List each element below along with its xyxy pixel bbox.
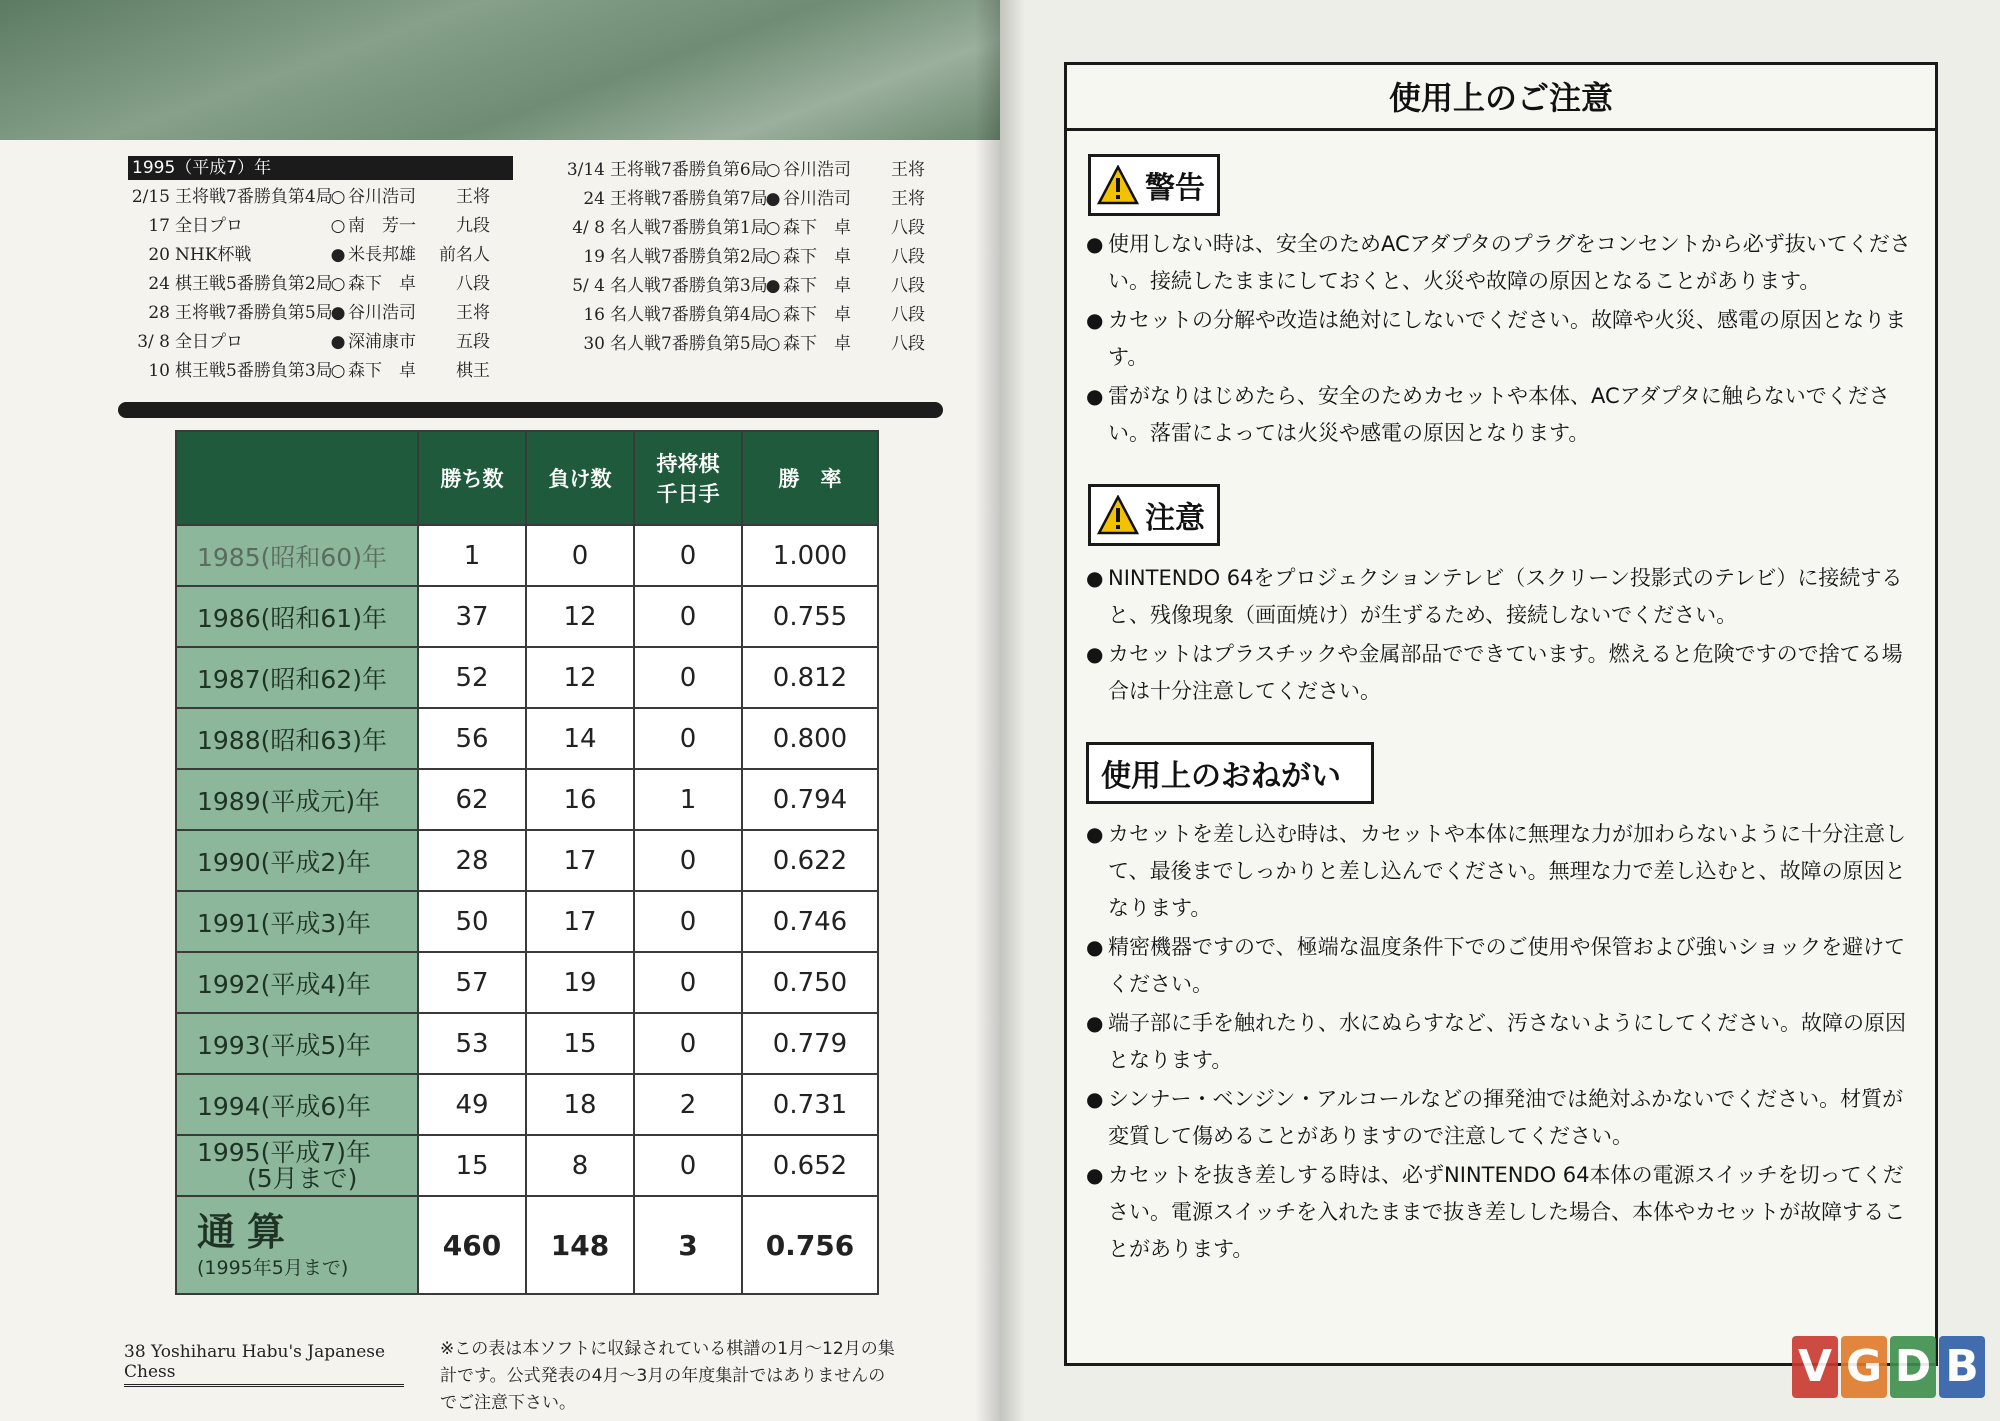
losses-cell: 18 bbox=[526, 1074, 634, 1135]
list-item-text: 雷がなりはじめたら、安全のためカセットや本体、ACアダプタに触らないでください。落雷によっては火災や感電の原因となります。 bbox=[1108, 384, 1890, 445]
game-rank: 王将 bbox=[891, 189, 925, 209]
game-date: 28 bbox=[148, 303, 170, 323]
year-label: 1995(平成7)年 bbox=[197, 1137, 372, 1167]
game-row bbox=[120, 270, 490, 299]
wins-cell: 50 bbox=[418, 891, 526, 952]
game-rank: 八段 bbox=[891, 305, 925, 325]
draws-cell: 2 bbox=[634, 1074, 742, 1135]
losses-cell: 15 bbox=[526, 1013, 634, 1074]
losses-cell: 0 bbox=[526, 525, 634, 586]
vgdb-watermark-logo bbox=[1792, 1336, 1985, 1398]
game-date: 19 bbox=[583, 247, 605, 267]
table-row bbox=[176, 769, 878, 830]
year-cell: 1985(昭和60)年 bbox=[176, 525, 418, 586]
losses-cell: 19 bbox=[526, 952, 634, 1013]
game-event: NHK杯戦 bbox=[175, 245, 252, 265]
game-rank: 八段 bbox=[891, 218, 925, 238]
request-heading bbox=[1086, 742, 1374, 804]
warning-list bbox=[1086, 226, 1916, 454]
draws-cell: 0 bbox=[634, 830, 742, 891]
year-cell: 1987(昭和62)年 bbox=[176, 647, 418, 708]
game-event: 全日プロ bbox=[175, 216, 243, 236]
game-row bbox=[555, 243, 925, 272]
request-label: 使用上のおねがい bbox=[1101, 759, 1341, 794]
rate-cell: 0.622 bbox=[742, 830, 878, 891]
table-row bbox=[176, 525, 878, 586]
warning-label: 警告 bbox=[1145, 171, 1205, 206]
table-row bbox=[176, 830, 878, 891]
game-date: 30 bbox=[583, 334, 605, 354]
bullet-icon: ● bbox=[1086, 566, 1104, 590]
game-opponent: 谷川浩司 bbox=[783, 160, 851, 180]
game-date: 4/ 8 bbox=[572, 218, 605, 238]
warning-triangle-icon bbox=[1097, 165, 1139, 205]
list-item-text: カセットはプラスチックや金属部品でできています。燃えると危険ですので捨てる場合は十分注意してください。 bbox=[1108, 642, 1903, 703]
game-result-icon: ○ bbox=[765, 247, 781, 267]
list-item-text: シンナー・ベンジン・アルコールなどの揮発油では絶対ふかないでください。材質が変質して傷めることがありますので注意してください。 bbox=[1108, 1087, 1904, 1148]
game-event: 棋王戦5番勝負第2局 bbox=[175, 274, 333, 294]
game-opponent: 森下 卓 bbox=[783, 305, 851, 325]
header-losses: 負け数 bbox=[526, 431, 634, 525]
wins-cell: 57 bbox=[418, 952, 526, 1013]
total-sub-label: (1995年5月まで) bbox=[197, 1256, 349, 1279]
list-item-text: NINTENDO 64をプロジェクションテレビ（スクリーン投影式のテレビ）に接続すると、残像現象（画面焼け）が生ずるため、接続しないでください。 bbox=[1108, 566, 1903, 627]
bullet-icon: ● bbox=[1086, 935, 1104, 959]
wins-cell: 62 bbox=[418, 769, 526, 830]
year-header: 1995（平成7）年 bbox=[128, 156, 513, 180]
list-item bbox=[1086, 302, 1916, 376]
rate-cell: 0.800 bbox=[742, 708, 878, 769]
year-cell: 1993(平成5)年 bbox=[176, 1013, 418, 1074]
caution-heading bbox=[1088, 484, 1220, 546]
year-cell: 1988(昭和63)年 bbox=[176, 708, 418, 769]
bullet-icon: ● bbox=[1086, 642, 1104, 666]
total-label-cell bbox=[176, 1196, 418, 1294]
game-row bbox=[120, 212, 490, 241]
year-cell: 1989(平成元)年 bbox=[176, 769, 418, 830]
total-wins-cell: 460 bbox=[418, 1196, 526, 1294]
list-item bbox=[1086, 816, 1916, 927]
list-item-text: カセットを差し込む時は、カセットや本体に無理な力が加わらないように十分注意して、最後までしっかりと差し込んでください。無理な力で差し込むと、故障の原因となります。 bbox=[1108, 822, 1906, 920]
total-label: 通算 bbox=[197, 1210, 298, 1255]
notice-title: 使用上のご注意 bbox=[1067, 65, 1935, 131]
game-event: 王将戦7番勝負第4局 bbox=[175, 187, 333, 207]
losses-cell: 8 bbox=[526, 1135, 634, 1196]
game-opponent: 森下 卓 bbox=[783, 334, 851, 354]
bullet-icon: ● bbox=[1086, 822, 1104, 846]
warning-heading bbox=[1088, 154, 1220, 216]
total-row bbox=[176, 1196, 878, 1294]
book-gutter bbox=[975, 0, 1025, 1421]
game-event: 棋王戦5番勝負第3局 bbox=[175, 361, 333, 381]
game-row bbox=[555, 272, 925, 301]
table-row bbox=[176, 1135, 878, 1196]
list-item-text: 使用しない時は、安全のためACアダプタのプラグをコンセントから必ず抜いてください。接続したままにしておくと、火災や故障の原因となることがあります。 bbox=[1108, 232, 1911, 293]
game-opponent: 南 芳一 bbox=[348, 216, 416, 236]
game-rank: 八段 bbox=[456, 274, 490, 294]
rate-cell: 0.755 bbox=[742, 586, 878, 647]
game-row bbox=[555, 330, 925, 359]
game-date: 2/15 bbox=[131, 187, 170, 207]
draws-cell: 0 bbox=[634, 1013, 742, 1074]
game-result-icon: ○ bbox=[765, 305, 781, 325]
wins-cell: 53 bbox=[418, 1013, 526, 1074]
table-row bbox=[176, 1013, 878, 1074]
year-cell: 1994(平成6)年 bbox=[176, 1074, 418, 1135]
list-item bbox=[1086, 378, 1916, 452]
year-cell: 1991(平成3)年 bbox=[176, 891, 418, 952]
game-result-icon: ● bbox=[765, 189, 781, 209]
bullet-icon: ● bbox=[1086, 308, 1104, 332]
list-item-text: 精密機器ですので、極端な温度条件下でのご使用や保管および強いショックを避けてください。 bbox=[1108, 935, 1906, 996]
game-opponent: 森下 卓 bbox=[783, 247, 851, 267]
header-draws-line2: 千日手 bbox=[656, 482, 720, 506]
game-result-icon: ● bbox=[330, 303, 346, 323]
game-event: 名人戦7番勝負第5局 bbox=[610, 334, 768, 354]
table-header-row bbox=[176, 431, 878, 525]
game-row bbox=[555, 214, 925, 243]
draws-cell: 0 bbox=[634, 525, 742, 586]
losses-cell: 12 bbox=[526, 647, 634, 708]
bullet-icon: ● bbox=[1086, 1011, 1104, 1035]
game-opponent: 森下 卓 bbox=[783, 276, 851, 296]
game-date: 5/ 4 bbox=[572, 276, 605, 296]
wins-cell: 37 bbox=[418, 586, 526, 647]
draws-cell: 0 bbox=[634, 586, 742, 647]
table-row bbox=[176, 891, 878, 952]
section-divider bbox=[118, 402, 943, 418]
header-wins: 勝ち数 bbox=[418, 431, 526, 525]
game-rank: 王将 bbox=[456, 187, 490, 207]
page-footer: 38 Yoshiharu Habu's Japanese Chess bbox=[124, 1342, 404, 1387]
wins-cell: 49 bbox=[418, 1074, 526, 1135]
total-draws-cell: 3 bbox=[634, 1196, 742, 1294]
game-row bbox=[555, 185, 925, 214]
wins-cell: 28 bbox=[418, 830, 526, 891]
total-losses-cell: 148 bbox=[526, 1196, 634, 1294]
game-rank: 前名人 bbox=[439, 245, 490, 265]
game-event: 名人戦7番勝負第4局 bbox=[610, 305, 768, 325]
game-rank: 棋王 bbox=[456, 361, 490, 381]
game-date: 20 bbox=[148, 245, 170, 265]
game-result-icon: ○ bbox=[330, 187, 346, 207]
game-date: 16 bbox=[583, 305, 605, 325]
game-result-icon: ● bbox=[330, 245, 346, 265]
game-row bbox=[120, 183, 490, 212]
request-list bbox=[1086, 816, 1916, 1270]
losses-cell: 12 bbox=[526, 586, 634, 647]
header-corner bbox=[176, 431, 418, 525]
rate-cell: 0.812 bbox=[742, 647, 878, 708]
draws-cell: 0 bbox=[634, 891, 742, 952]
game-result-icon: ○ bbox=[765, 218, 781, 238]
game-result-icon: ○ bbox=[765, 334, 781, 354]
game-date: 10 bbox=[148, 361, 170, 381]
header-draws-line1: 持将棋 bbox=[656, 452, 720, 476]
rate-cell: 1.000 bbox=[742, 525, 878, 586]
caution-triangle-icon bbox=[1097, 495, 1139, 535]
list-item bbox=[1086, 1081, 1916, 1155]
game-event: 名人戦7番勝負第2局 bbox=[610, 247, 768, 267]
year-sub-label: (5月まで) bbox=[247, 1163, 358, 1193]
game-rank: 八段 bbox=[891, 247, 925, 267]
losses-cell: 16 bbox=[526, 769, 634, 830]
list-item bbox=[1086, 636, 1916, 710]
caution-list bbox=[1086, 560, 1916, 712]
game-opponent: 深浦康市 bbox=[348, 332, 416, 352]
game-opponent: 森下 卓 bbox=[348, 274, 416, 294]
draws-cell: 0 bbox=[634, 1135, 742, 1196]
game-date: 3/14 bbox=[566, 160, 605, 180]
year-cell: 1990(平成2)年 bbox=[176, 830, 418, 891]
table-row bbox=[176, 952, 878, 1013]
game-result-icon: ○ bbox=[330, 361, 346, 381]
header-rate: 勝 率 bbox=[742, 431, 878, 525]
table-row bbox=[176, 1074, 878, 1135]
rate-cell: 0.794 bbox=[742, 769, 878, 830]
rate-cell: 0.750 bbox=[742, 952, 878, 1013]
draws-cell: 0 bbox=[634, 952, 742, 1013]
game-row bbox=[120, 299, 490, 328]
list-item bbox=[1086, 1005, 1916, 1079]
draws-cell: 0 bbox=[634, 708, 742, 769]
game-opponent: 米長邦雄 bbox=[348, 245, 416, 265]
watermark-letter: G bbox=[1841, 1336, 1887, 1398]
bullet-icon: ● bbox=[1086, 1087, 1104, 1111]
table-row bbox=[176, 586, 878, 647]
game-date: 17 bbox=[148, 216, 170, 236]
game-result-icon: ○ bbox=[330, 216, 346, 236]
draws-cell: 0 bbox=[634, 647, 742, 708]
game-rank: 八段 bbox=[891, 276, 925, 296]
game-result-icon: ● bbox=[330, 332, 346, 352]
game-event: 王将戦7番勝負第7局 bbox=[610, 189, 768, 209]
game-date: 24 bbox=[583, 189, 605, 209]
list-item-text: カセットを抜き差しする時は、必ずNINTENDO 64本体の電源スイッチを切ってください。電源スイッチを入れたままで抜き差しした場合、本体やカセットが故障することがあります。 bbox=[1108, 1163, 1906, 1261]
list-item-text: 端子部に手を触れたり、水にぬらすなど、汚さないようにしてください。故障の原因となります。 bbox=[1108, 1011, 1906, 1072]
table-note: ※この表は本ソフトに収録されている棋譜の1月～12月の集計です。公式発表の4月～3月の年度集計ではありませんのでご注意下さい。 bbox=[440, 1339, 895, 1413]
rate-cell: 0.779 bbox=[742, 1013, 878, 1074]
game-row bbox=[120, 241, 490, 270]
game-rank: 八段 bbox=[891, 334, 925, 354]
losses-cell: 14 bbox=[526, 708, 634, 769]
game-list-left bbox=[120, 183, 490, 386]
rate-cell: 0.731 bbox=[742, 1074, 878, 1135]
game-event: 全日プロ bbox=[175, 332, 243, 352]
header-draws bbox=[634, 431, 742, 525]
total-rate-cell: 0.756 bbox=[742, 1196, 878, 1294]
list-item bbox=[1086, 1157, 1916, 1268]
game-result-icon: ● bbox=[765, 276, 781, 296]
bullet-icon: ● bbox=[1086, 1163, 1104, 1187]
game-opponent: 森下 卓 bbox=[348, 361, 416, 381]
wins-cell: 52 bbox=[418, 647, 526, 708]
losses-cell: 17 bbox=[526, 830, 634, 891]
game-row bbox=[555, 156, 925, 185]
game-opponent: 谷川浩司 bbox=[348, 303, 416, 323]
caution-label: 注意 bbox=[1145, 501, 1205, 536]
game-list-right bbox=[555, 156, 925, 359]
year-cell bbox=[176, 1135, 418, 1196]
list-item bbox=[1086, 929, 1916, 1003]
list-item bbox=[1086, 560, 1916, 634]
year-cell: 1992(平成4)年 bbox=[176, 952, 418, 1013]
game-rank: 九段 bbox=[456, 216, 490, 236]
game-rank: 王将 bbox=[891, 160, 925, 180]
losses-cell: 17 bbox=[526, 891, 634, 952]
watermark-letter: V bbox=[1792, 1336, 1838, 1398]
wins-cell: 1 bbox=[418, 525, 526, 586]
watermark-letter: D bbox=[1890, 1336, 1936, 1398]
game-opponent: 谷川浩司 bbox=[348, 187, 416, 207]
marble-header-band bbox=[0, 0, 1000, 140]
game-date: 24 bbox=[148, 274, 170, 294]
game-rank: 王将 bbox=[456, 303, 490, 323]
annual-record-table bbox=[175, 430, 879, 1295]
game-result-icon: ○ bbox=[330, 274, 346, 294]
table-row bbox=[176, 647, 878, 708]
rate-cell: 0.746 bbox=[742, 891, 878, 952]
game-row bbox=[120, 357, 490, 386]
draws-cell: 1 bbox=[634, 769, 742, 830]
bullet-icon: ● bbox=[1086, 232, 1104, 256]
game-row bbox=[555, 301, 925, 330]
game-event: 王将戦7番勝負第6局 bbox=[610, 160, 768, 180]
bullet-icon: ● bbox=[1086, 384, 1104, 408]
game-date: 3/ 8 bbox=[137, 332, 170, 352]
game-event: 名人戦7番勝負第3局 bbox=[610, 276, 768, 296]
wins-cell: 56 bbox=[418, 708, 526, 769]
game-event: 名人戦7番勝負第1局 bbox=[610, 218, 768, 238]
list-item bbox=[1086, 226, 1916, 300]
game-event: 王将戦7番勝負第5局 bbox=[175, 303, 333, 323]
table-row bbox=[176, 708, 878, 769]
wins-cell: 15 bbox=[418, 1135, 526, 1196]
rate-cell: 0.652 bbox=[742, 1135, 878, 1196]
game-opponent: 森下 卓 bbox=[783, 218, 851, 238]
game-result-icon: ○ bbox=[765, 160, 781, 180]
game-row bbox=[120, 328, 490, 357]
watermark-letter: B bbox=[1939, 1336, 1985, 1398]
game-opponent: 谷川浩司 bbox=[783, 189, 851, 209]
game-rank: 五段 bbox=[456, 332, 490, 352]
list-item-text: カセットの分解や改造は絶対にしないでください。故障や火災、感電の原因となります。 bbox=[1108, 308, 1906, 369]
year-cell: 1986(昭和61)年 bbox=[176, 586, 418, 647]
